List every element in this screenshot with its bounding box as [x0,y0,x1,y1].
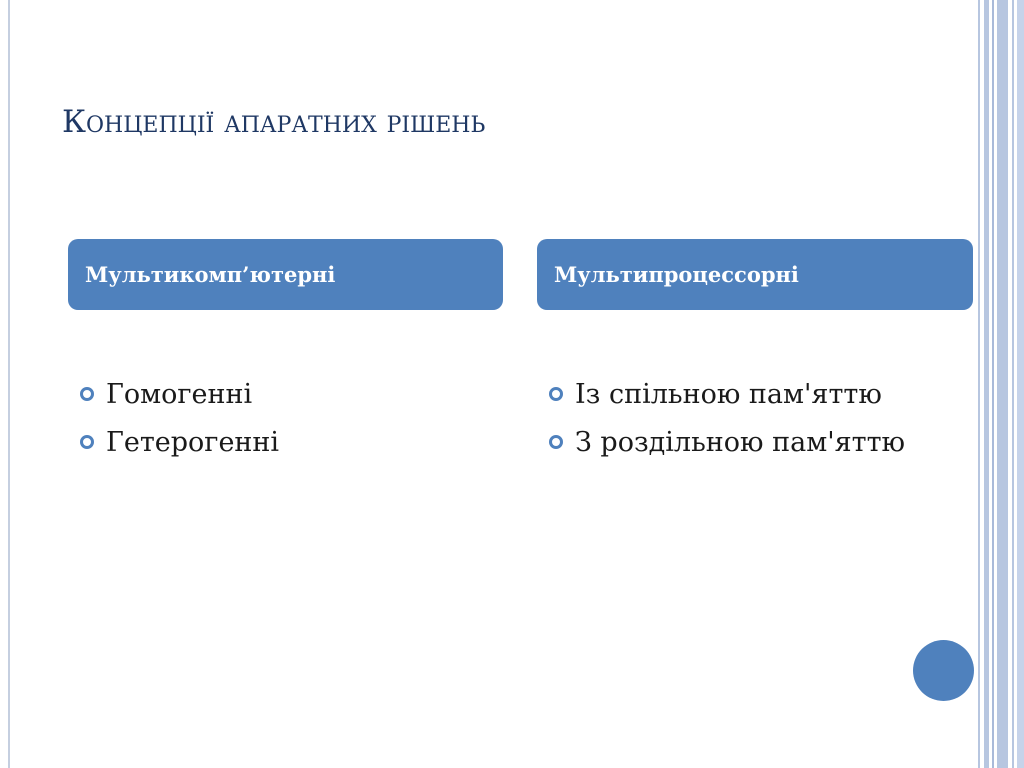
circle-bullet-icon [80,435,94,449]
list-item-text: Гетерогенні [106,426,280,458]
right-stripe [978,0,980,768]
right-stripe [992,0,994,768]
right-stripe [997,0,1008,768]
circle-bullet-icon [549,387,563,401]
header-label: Мультипроцессорні [554,262,799,287]
circle-bullet-icon [80,387,94,401]
right-stripe [984,0,989,768]
decorative-circle [913,640,974,701]
circle-bullet-icon [549,435,563,449]
right-stripe [1017,0,1024,768]
list-item [549,421,969,463]
right-stripe [1012,0,1014,768]
header-box-multiprocessor [537,239,973,310]
list-item-text: Гомогенні [106,378,253,410]
left-border-line [8,0,10,768]
list-item [80,421,500,463]
list-item [549,373,969,415]
bullet-list-right [549,373,969,469]
bullet-list-left [80,373,500,469]
list-item-text: Із спільною пам'яттю [575,378,882,410]
list-item [80,373,500,415]
header-box-multicomputer [68,239,503,310]
header-label: Мультикомп’ютерні [85,262,336,287]
slide-title: Концепції апаратних рішень [62,104,486,140]
list-item-text: З роздільною пам'яттю [575,426,906,458]
